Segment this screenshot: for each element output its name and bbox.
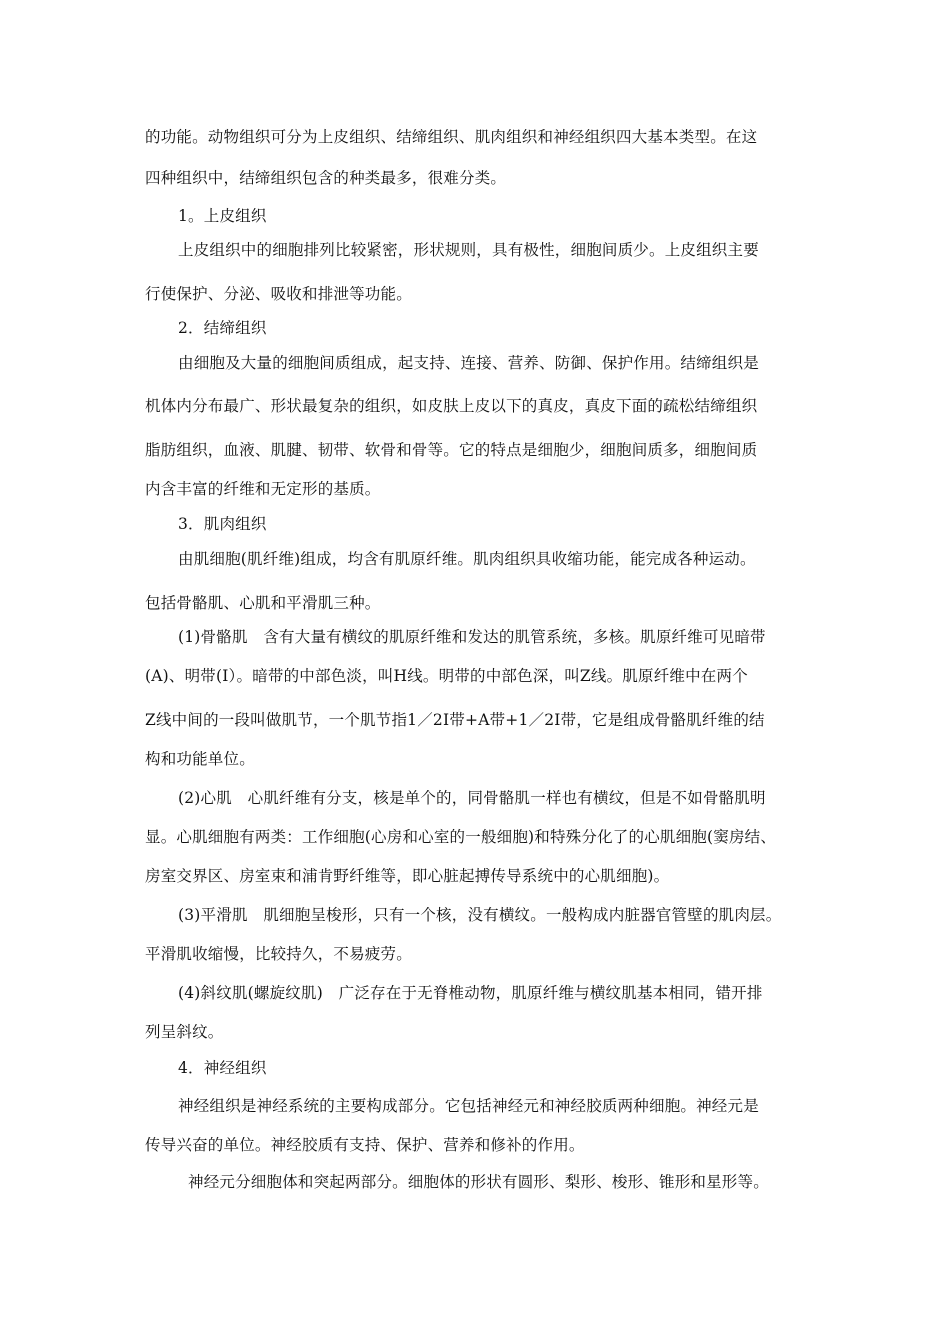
section-heading-connective: 2．结缔组织 xyxy=(178,319,267,337)
text-line: 四种组织中，结缔组织包含的种类最多，很难分类。 xyxy=(145,169,507,187)
text-line: 由细胞及大量的细胞间质组成，起支持、连接、营养、防御、保护作用。结缔组织是 xyxy=(178,354,759,372)
section-heading-nervous: 4．神经组织 xyxy=(178,1059,267,1077)
text-line: (2)心肌 心肌纤维有分支，核是单个的，同骨骼肌一样也有横纹，但是不如骨骼肌明 xyxy=(178,789,766,807)
text-line: 显。心肌细胞有两类：工作细胞(心房和心室的一般细胞)和特殊分化了的心肌细胞(窦房结、 xyxy=(145,828,777,846)
text-line: 上皮组织中的细胞排列比较紧密，形状规则，具有极性，细胞间质少。上皮组织主要 xyxy=(178,241,759,259)
text-line: (4)斜纹肌(螺旋纹肌) 广泛存在于无脊椎动物，肌原纤维与横纹肌基本相同，错开排 xyxy=(178,984,763,1002)
text-line: 由肌细胞(肌纤维)组成，均含有肌原纤维。肌肉组织具收缩功能，能完成各种运动。 xyxy=(178,550,756,568)
text-line: 机体内分布最广、形状最复杂的组织，如皮肤上皮以下的真皮，真皮下面的疏松结缔组织 xyxy=(145,397,758,415)
section-heading-epithelial: 1。上皮组织 xyxy=(178,207,267,225)
text-line: 包括骨骼肌、心肌和平滑肌三种。 xyxy=(145,594,381,612)
text-line: 内含丰富的纤维和无定形的基质。 xyxy=(145,480,381,498)
text-line: 平滑肌收缩慢，比较持久，不易疲劳。 xyxy=(145,945,412,963)
text-line: 房室交界区、房室束和浦肯野纤维等，即心脏起搏传导系统中的心肌细胞)。 xyxy=(145,867,670,885)
text-line: Z线中间的一段叫做肌节，一个肌节指1／2I带+A带+1／2I带，它是组成骨骼肌纤维的结 xyxy=(145,711,765,729)
text-line: (3)平滑肌 肌细胞呈梭形，只有一个核，没有横纹。一般构成内脏器官管壁的肌肉层。 xyxy=(178,906,782,924)
text-line: 行使保护、分泌、吸收和排泄等功能。 xyxy=(145,285,412,303)
text-line: 传导兴奋的单位。神经胶质有支持、保护、营养和修补的作用。 xyxy=(145,1136,585,1154)
text-line: 神经组织是神经系统的主要构成部分。它包括神经元和神经胶质两种细胞。神经元是 xyxy=(178,1097,759,1115)
section-heading-muscle: 3．肌肉组织 xyxy=(178,515,267,533)
text-line: 的功能。动物组织可分为上皮组织、结缔组织、肌肉组织和神经组织四大基本类型。在这 xyxy=(145,128,758,146)
text-line: 列呈斜纹。 xyxy=(145,1023,224,1041)
text-line: 脂肪组织，血液、肌腱、韧带、软骨和骨等。它的特点是细胞少，细胞间质多，细胞间质 xyxy=(145,441,758,459)
text-line: 构和功能单位。 xyxy=(145,750,255,768)
text-line: 神经元分细胞体和突起两部分。细胞体的形状有圆形、梨形、梭形、锥形和星形等。 xyxy=(188,1173,769,1191)
text-line: (A)、明带(I）。暗带的中部色淡，叫H线。明带的中部色深，叫Z线。肌原纤维中在两个 xyxy=(145,667,748,685)
text-line: (1)骨骼肌 含有大量有横纹的肌原纤维和发达的肌管系统，多核。肌原纤维可见暗带 xyxy=(178,628,766,646)
